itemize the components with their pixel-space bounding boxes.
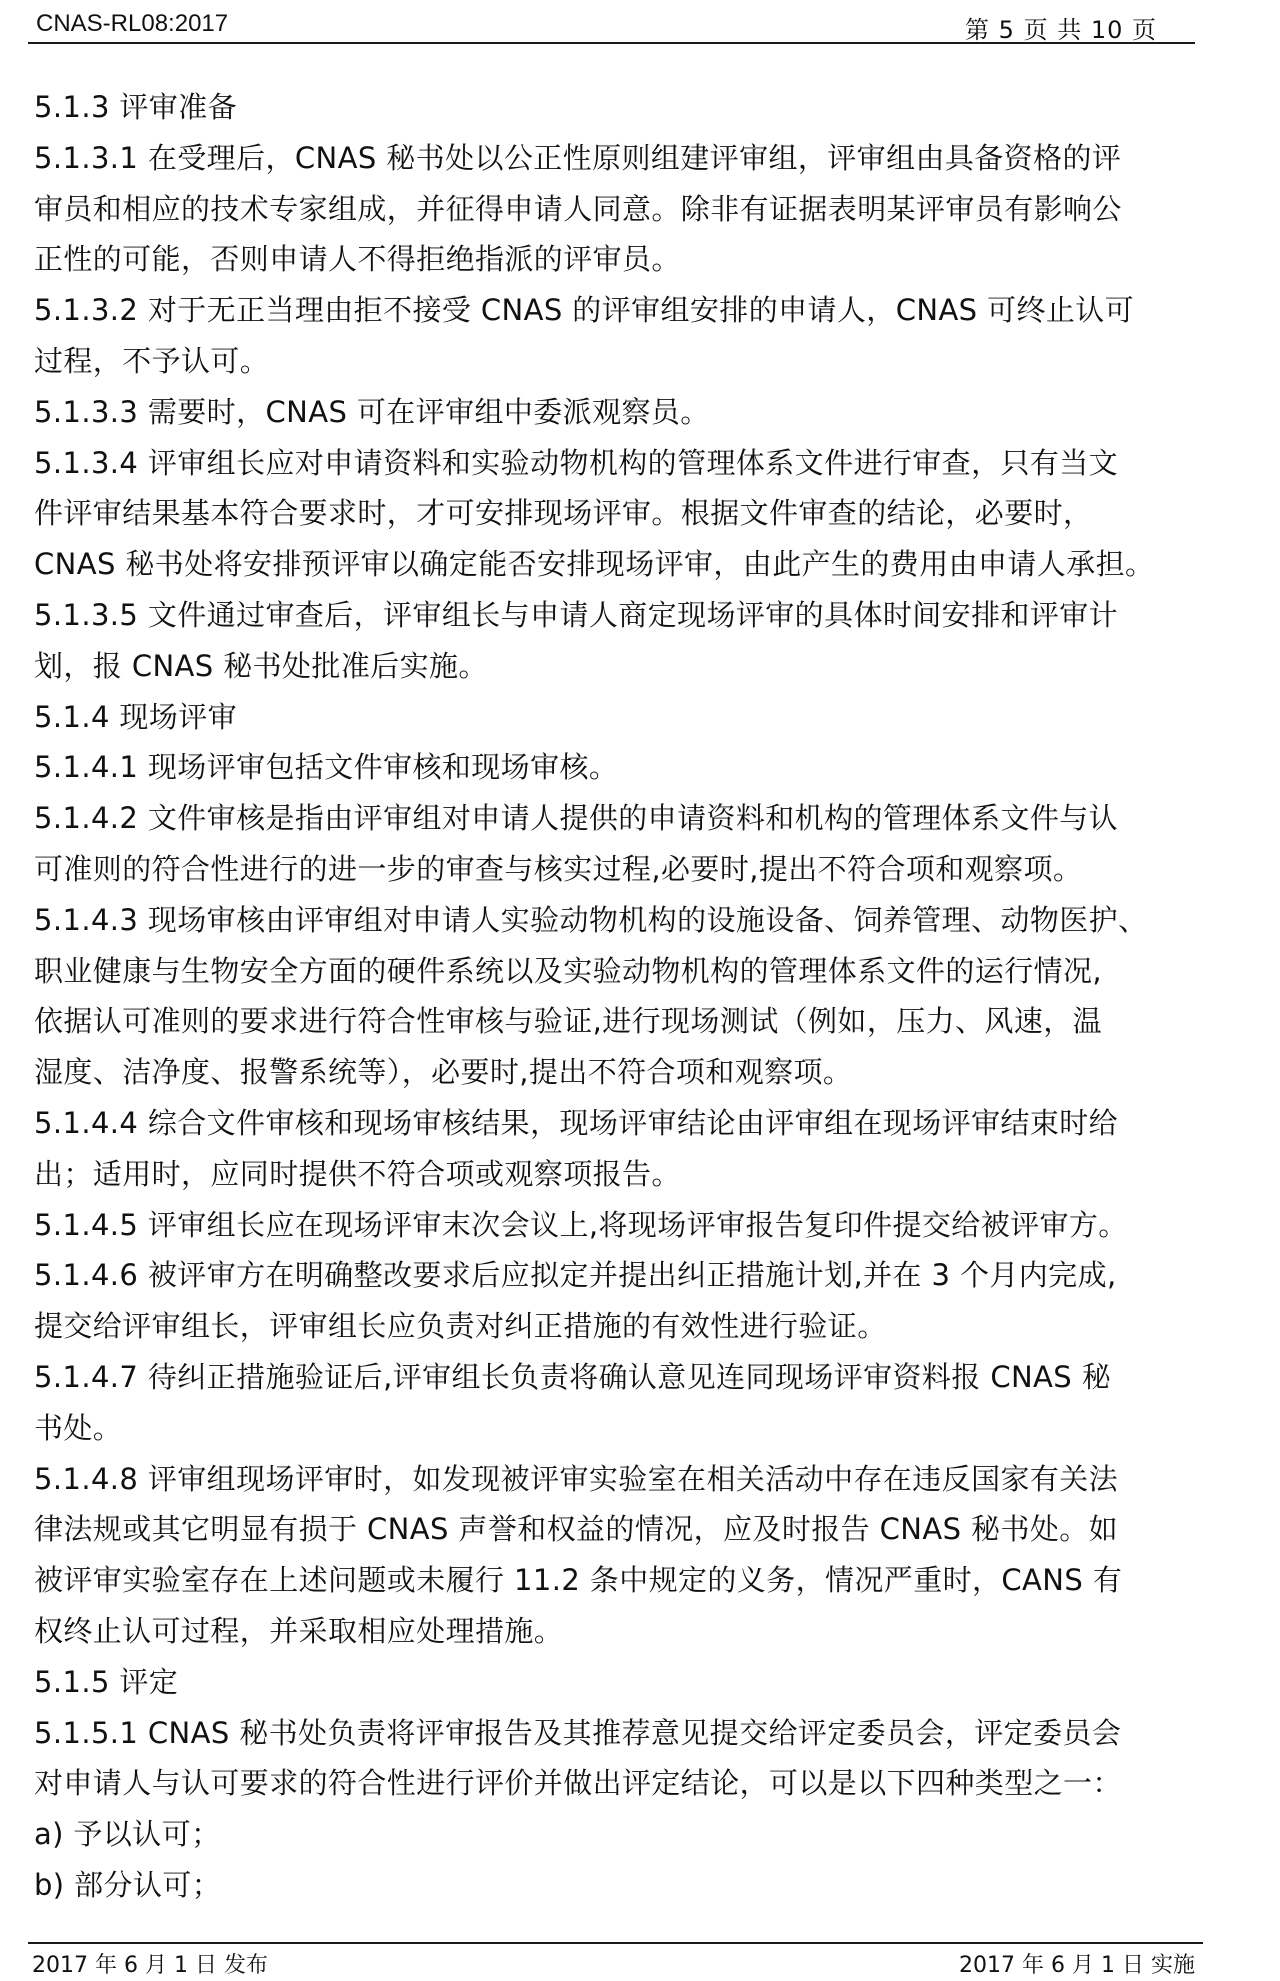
text-line: 5.1.4.3 现场审核由评审组对申请人实验动物机构的设施设备、饲养管理、动物医护、	[34, 902, 1148, 937]
text-line: 书处。	[34, 1410, 123, 1445]
implementation-date: 2017 年 6 月 1 日 实施	[959, 1953, 1195, 1978]
text-line: 对申请人与认可要求的符合性进行评价并做出评定结论，可以是以下四种类型之一：	[34, 1766, 1122, 1801]
text-line: 正性的可能，否则申请人不得拒绝指派的评审员。	[34, 242, 681, 277]
publish-date: 2017 年 6 月 1 日 发布	[32, 1953, 268, 1978]
text-line: 5.1.4.8 评审组现场评审时，如发现被评审实验室在相关活动中存在违反国家有关法	[34, 1461, 1119, 1496]
text-line: 5.1.5.1 CNAS 秘书处负责将评审报告及其推荐意见提交给评定委员会，评定委员会	[34, 1715, 1122, 1750]
document-body	[34, 82, 1204, 1911]
text-line: 5.1.3.2 对于无正当理由拒不接受 CNAS 的评审组安排的申请人，CNAS 可终止认可	[34, 293, 1135, 328]
text-line: 划，报 CNAS 秘书处批准后实施。	[34, 648, 488, 683]
page-footer	[28, 1942, 1203, 1980]
text-line: 可准则的符合性进行的进一步的审查与核实过程,必要时,提出不符合项和观察项。	[34, 851, 1083, 886]
text-line: 5.1.4.7 待纠正措施验证后,评审组长负责将确认意见连同现场评审资料报 CNAS 秘	[34, 1359, 1112, 1394]
text-line: 5.1.3.4 评审组长应对申请资料和实验动物机构的管理体系文件进行审查，只有当文	[34, 445, 1119, 480]
text-line: 被评审实验室存在上述问题或未履行 11.2 条中规定的义务，情况严重时，CANS 有	[34, 1563, 1123, 1598]
text-line: 5.1.3.5 文件通过审查后，评审组长与申请人商定现场评审的具体时间安排和评审计	[34, 597, 1119, 632]
section-heading: 5.1.4 现场评审	[34, 699, 238, 734]
text-line: 件评审结果基本符合要求时，才可安排现场评审。根据文件审查的结论，必要时，	[34, 496, 1093, 531]
list-item: b) 部分认可；	[34, 1867, 222, 1902]
text-line: 5.1.4.6 被评审方在明确整改要求后应拟定并提出纠正措施计划,并在 3 个月内完成,	[34, 1258, 1117, 1293]
text-line: 依据认可准则的要求进行符合性审核与验证,进行现场测试（例如，压力、风速，温	[34, 1004, 1103, 1039]
page-number: 第 5 页 共 10 页	[965, 16, 1157, 44]
text-line: 5.1.4.5 评审组长应在现场评审末次会议上,将现场评审报告复印件提交给被评审方。	[34, 1207, 1128, 1242]
text-line: 权终止认可过程，并采取相应处理措施。	[34, 1613, 564, 1648]
text-line: 审员和相应的技术专家组成，并征得申请人同意。除非有证据表明某评审员有影响公	[34, 191, 1122, 226]
list-item: a) 予以认可；	[34, 1817, 221, 1852]
text-line: 5.1.4.1 现场评审包括文件审核和现场审核。	[34, 750, 619, 785]
text-line: CNAS 秘书处将安排预评审以确定能否安排现场评审，由此产生的费用由申请人承担。	[34, 547, 1155, 582]
text-line: 5.1.3.1 在受理后，CNAS 秘书处以公正性原则组建评审组，评审组由具备资格的评	[34, 140, 1122, 175]
text-line: 湿度、洁净度、报警系统等），必要时,提出不符合项和观察项。	[34, 1055, 853, 1090]
text-line: 提交给评审组长，评审组长应负责对纠正措施的有效性进行验证。	[34, 1309, 887, 1344]
text-line: 5.1.4.4 综合文件审核和现场审核结果，现场评审结论由评审组在现场评审结束时给	[34, 1105, 1119, 1140]
text-line: 律法规或其它明显有损于 CNAS 声誉和权益的情况，应及时报告 CNAS 秘书处。如	[34, 1512, 1119, 1547]
document-code: CNAS-RL08:2017	[36, 10, 229, 37]
text-line: 过程，不予认可。	[34, 343, 270, 378]
text-line: 职业健康与生物安全方面的硬件系统以及实验动物机构的管理体系文件的运行情况,	[34, 953, 1103, 988]
text-line: 5.1.3.3 需要时，CNAS 可在评审组中委派观察员。	[34, 394, 710, 429]
section-heading: 5.1.5 评定	[34, 1664, 179, 1699]
page-header	[28, 8, 1195, 44]
text-line: 5.1.4.2 文件审核是指由评审组对申请人提供的申请资料和机构的管理体系文件与认	[34, 801, 1119, 836]
text-line: 出；适用时，应同时提供不符合项或观察项报告。	[34, 1156, 681, 1191]
section-heading: 5.1.3 评审准备	[34, 90, 238, 124]
